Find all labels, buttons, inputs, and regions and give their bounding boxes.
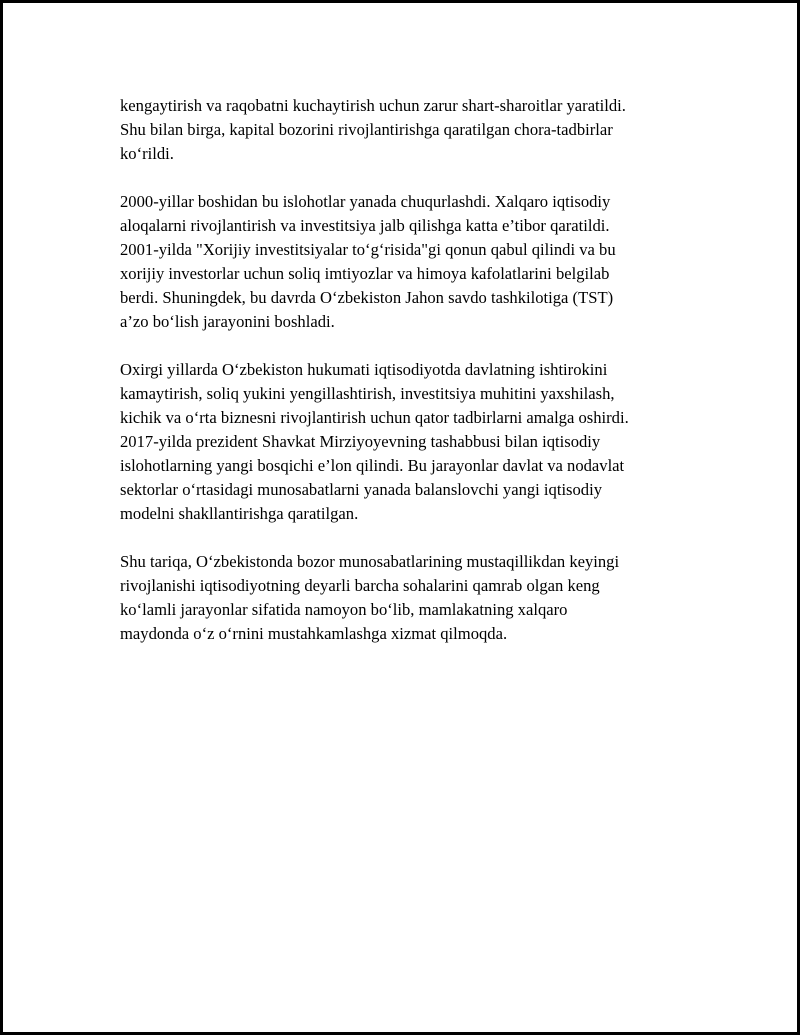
text-line: maydonda o‘z o‘rnini mustahkamlashga xizmat qilmoqda. (120, 624, 508, 643)
text-line: islohotlarning yangi bosqichi e’lon qilindi. Bu jarayonlar davlat va nodavlat (120, 456, 625, 475)
text-line: sektorlar o‘rtasidagi munosabatlarni yanada balanslovchi yangi iqtisodiy (120, 480, 603, 499)
text-line: ko‘rildi. (120, 144, 174, 163)
paragraph-2 (120, 190, 700, 334)
text-line: aloqalarni rivojlantirish va investitsiya jalb qilishga katta e’tibor qaratildi. (120, 216, 610, 235)
text-line: kichik va o‘rta biznesni rivojlantirish uchun qator tadbirlarni amalga oshirdi. (120, 408, 629, 427)
text-line: kengaytirish va raqobatni kuchaytirish uchun zarur shart-sharoitlar yaratildi. (120, 96, 626, 115)
paragraph-3 (120, 358, 700, 526)
text-line: a’zo bo‘lish jarayonini boshladi. (120, 312, 335, 331)
text-line: berdi. Shuningdek, bu davrda O‘zbekiston Jahon savdo tashkilotiga (TST) (120, 288, 614, 307)
text-line: xorijiy investorlar uchun soliq imtiyozlar va himoya kafolatlarini belgilab (120, 264, 610, 283)
text-line: 2000-yillar boshidan bu islohotlar yanada chuqurlashdi. Xalqaro iqtisodiy (120, 192, 611, 211)
document-body (120, 94, 700, 670)
text-line: Shu tariqa, O‘zbekistonda bozor munosabatlarining mustaqillikdan keyingi (120, 552, 620, 571)
text-line: Oxirgi yillarda O‘zbekiston hukumati iqtisodiyotda davlatning ishtirokini (120, 360, 608, 379)
text-line: Shu bilan birga, kapital bozorini rivojlantirishga qaratilgan chora-tadbirlar (120, 120, 613, 139)
text-line: ko‘lamli jarayonlar sifatida namoyon bo‘lib, mamlakatning xalqaro (120, 600, 568, 619)
text-line: modelni shakllantirishga qaratilgan. (120, 504, 359, 523)
paragraph-1 (120, 94, 700, 166)
text-line: rivojlanishi iqtisodiyotning deyarli barcha sohalarini qamrab olgan keng (120, 576, 600, 595)
text-line: 2001-yilda "Xorijiy investitsiyalar to‘g‘risida"gi qonun qabul qilindi va bu (120, 240, 616, 259)
paragraph-4 (120, 550, 700, 646)
text-line: kamaytirish, soliq yukini yengillashtirish, investitsiya muhitini yaxshilash, (120, 384, 615, 403)
text-line: 2017-yilda prezident Shavkat Mirziyoyevning tashabbusi bilan iqtisodiy (120, 432, 601, 451)
